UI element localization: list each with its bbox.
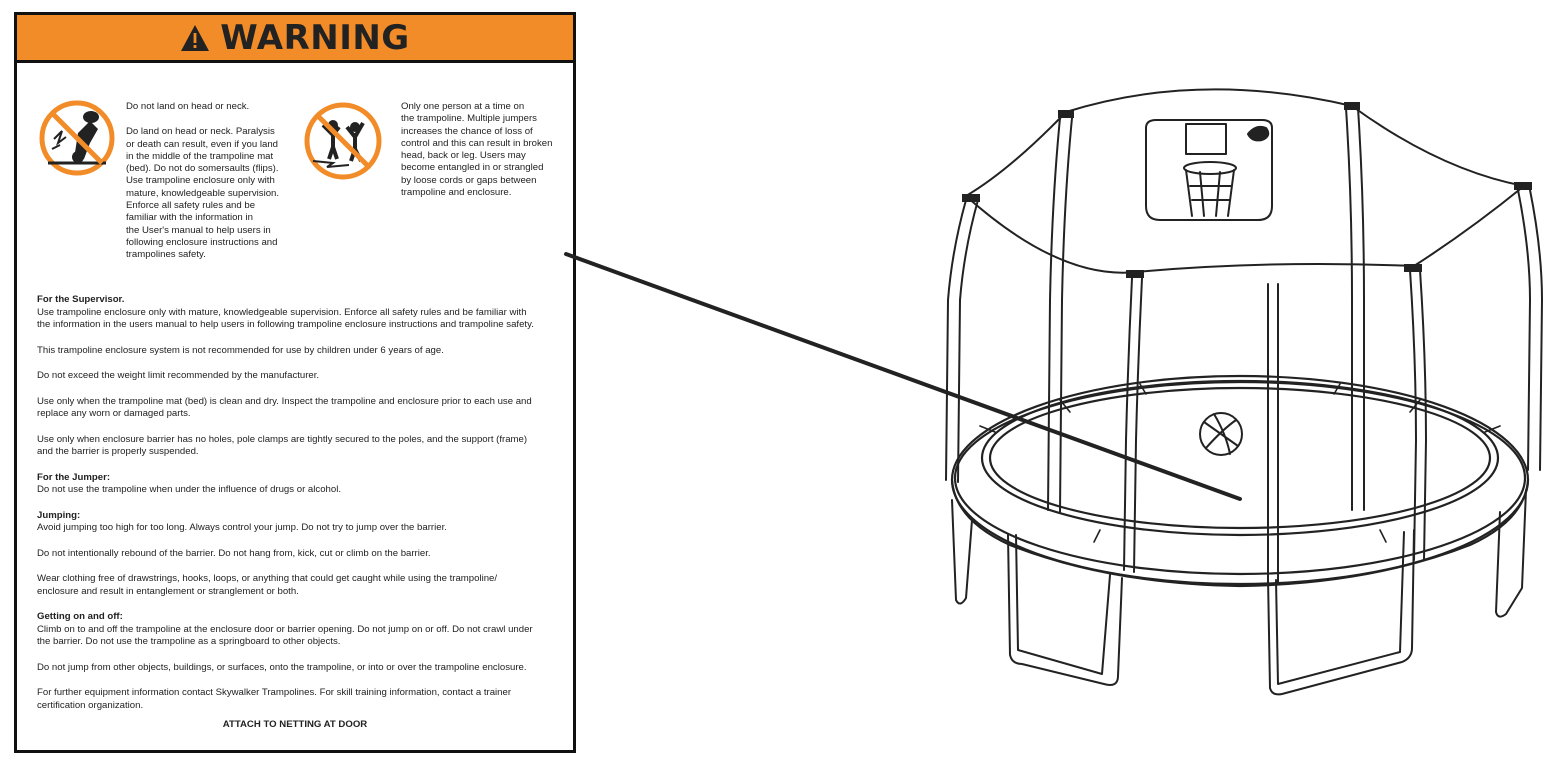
col1-lead: Do not land on head or neck. [126, 101, 250, 112]
rule-line: the barrier. Do not use the trampoline as a springboard to other objects. [37, 636, 341, 647]
section-heading: Getting on and off: [37, 611, 123, 622]
col1-line: Do land on head or neck. Paralysis [126, 126, 275, 138]
basketball-hoop [1146, 120, 1272, 220]
rule-line: Use only when the trampoline mat (bed) is clean and dry. Inspect the trampoline and enclosure prior to each use and [37, 395, 532, 407]
col2-line: control and this can result in broken [401, 137, 553, 149]
col2-line: trampoline and enclosure. [401, 187, 512, 199]
rule-line: For further equipment information contact Skywalker Trampolines. For skill training information, contact a trainer [37, 687, 512, 698]
rule-line: replace any worn or damaged parts. [37, 408, 191, 419]
col2-line: Only one person at a time on [401, 101, 525, 112]
section-heading: For the Jumper: [37, 471, 111, 483]
rule-line: the information in the users manual to help users in following trampoline enclosure instructions and trampoline safety. [37, 319, 534, 330]
basketball-icon [1200, 413, 1242, 455]
col1-line: Enforce all safety rules and be [126, 200, 256, 212]
warning-title: WARNING [220, 17, 410, 58]
rule-line: Use only when enclosure barrier has no holes, pole clamps are tightly secured to the poles, and the support (frame) [37, 433, 528, 445]
col1-line: trampolines safety. [126, 249, 206, 261]
col1-line: the User's manual to help users in [126, 224, 271, 236]
col1-line: in the middle of the trampoline mat [126, 150, 274, 162]
trampoline-legs [952, 490, 1526, 694]
section-heading: For the Supervisor. [37, 294, 125, 305]
col1-line: mature, knowledgeable supervision. [126, 187, 280, 199]
col1-line: or death can result, even if you land [126, 138, 278, 150]
rule-line: This trampoline enclosure system is not recommended for use by children under 6 years of age. [37, 344, 444, 356]
rule-line: Climb on to and off the trampoline at the enclosure door or barrier opening. Do not jump on or off. Do not crawl under [37, 623, 533, 635]
col2-line: by loose cords or gaps between [401, 174, 537, 186]
rule-line: Do not intentionally rebound of the barrier. Do not hang from, kick, cut or climb on the barrier. [37, 547, 431, 559]
rule-line: Avoid jumping too high for too long. Always control your jump. Do not try to jump over the barrier. [37, 522, 447, 533]
rule-line: and the barrier is properly suspended. [37, 446, 199, 457]
enclosure-net [966, 89, 1524, 272]
col2-line: the trampoline. Multiple jumpers [401, 113, 537, 125]
rule-line: Wear clothing free of drawstrings, hooks, loops, or anything that could get caught while using the trampoline/ [37, 573, 498, 584]
col2-line: increases the chance of loss of [401, 125, 533, 137]
rule-line: enclosure and result in entanglement or stranglement or both. [37, 585, 299, 597]
trampoline-frame [952, 376, 1528, 586]
leader-line [566, 254, 1240, 499]
pole-caps [962, 102, 1532, 278]
rule-line: certification organization. [37, 699, 144, 711]
pad-seams [980, 384, 1500, 542]
rule-line: Do not use the trampoline when under the influence of drugs or alcohol. [37, 484, 341, 495]
col1-line: (bed). Do not do somersaults (flips). [126, 163, 279, 175]
rule-line: Do not jump from other objects, buildings, or surfaces, onto the trampoline, or into or over the trampoline enclosure. [37, 661, 527, 673]
rule-line: Use trampoline enclosure only with mature, knowledgeable supervision. Enforce all safety rules and be familiar with [37, 306, 527, 318]
col1-line: Use trampoline enclosure only with [126, 175, 275, 187]
col1-line: familiar with the information in [126, 212, 253, 224]
attach-instruction: ATTACH TO NETTING AT DOOR [222, 719, 368, 730]
enclosure-poles [946, 108, 1542, 584]
col1-line: following enclosure instructions and [126, 236, 278, 248]
col2-line: become entangled in or strangled [401, 162, 544, 174]
section-heading: Jumping: [37, 509, 81, 521]
col2-line: head, back or leg. Users may [401, 150, 526, 162]
rule-line: Do not exceed the weight limit recommended by the manufacturer. [37, 370, 320, 381]
